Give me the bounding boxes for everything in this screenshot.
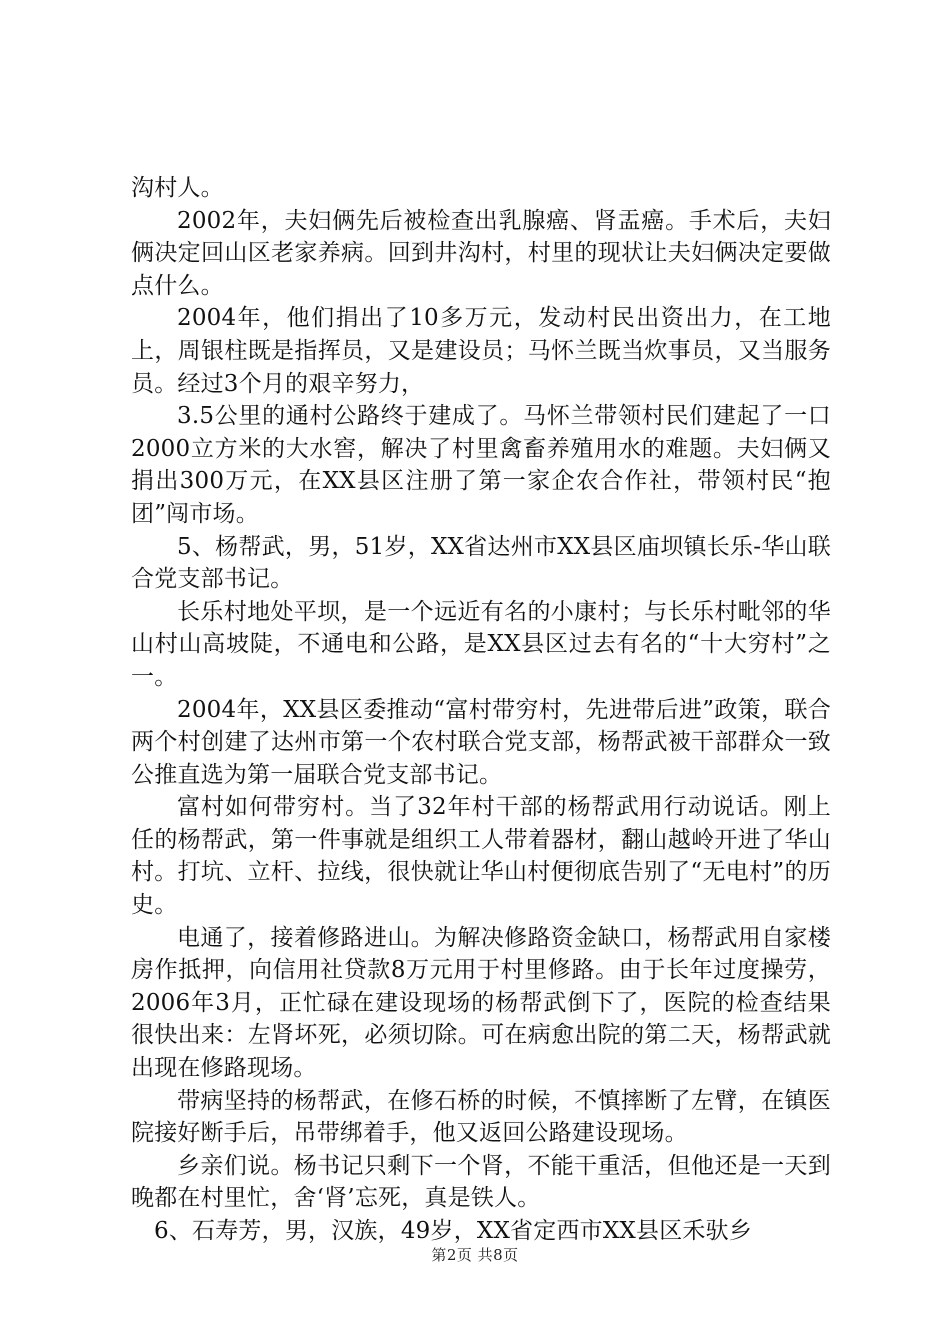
paragraph: 长乐村地处平坝，是一个远近有名的小康村；与长乐村毗邻的华山村山高坡陡，不通电和公路，是XX县区过去有名的“十大穷村”之一。 [131, 598, 831, 690]
paragraph: 2004年，XX县区委推动“富村带穷村，先进带后进”政策，联合两个村创建了达州市第一个农村联合党支部，杨帮武被干部群众一致公推直选为第一届联合党支部书记。 [131, 696, 831, 788]
paragraph: 2004年，他们捐出了10多万元，发动村民出资出力，在工地上，周银柱既是指挥员，又是建设员；马怀兰既当炊事员，又当服务员。经过3个月的艰辛努力， [131, 305, 831, 397]
paragraph: 乡亲们说。杨书记只剩下一个肾，不能干重活，但他还是一天到晚都在村里忙，舍‘肾’忘死，真是铁人。 [131, 1152, 831, 1212]
page-footer: 第2页 共8页 [431, 1246, 519, 1264]
paragraph: 3.5公里的通村公路终于建成了。马怀兰带领村民们建起了一口2000立方米的大水窖，解决了村里禽畜养殖用水的难题。夫妇俩又捐出300万元，在XX县区注册了第一家企农合作社，带领村民“抱团”闯市场。 [131, 403, 831, 527]
paragraph: 电通了，接着修路进山。为解决修路资金缺口，杨帮武用自家楼房作抵押，向信用社贷款8万元用于村里修路。由于长年过度操劳，2006年3月，正忙碌在建设现场的杨帮武倒下了，医院的检查结果很快出来：左肾坏死，必须切除。可在病愈出院的第二天，杨帮武就出现在修路现场。 [131, 924, 831, 1082]
paragraph: 带病坚持的杨帮武，在修石桥的时候，不慎摔断了左臂，在镇医院接好断手后，吊带绑着手，他又返回公路建设现场。 [131, 1087, 831, 1147]
paragraph: 5、杨帮武，男，51岁，XX省达州市XX县区庙坝镇长乐-华山联合党支部书记。 [131, 533, 831, 593]
paragraph: 2002年，夫妇俩先后被检查出乳腺癌、肾盂癌。手术后，夫妇俩决定回山区老家养病。回到井沟村，村里的现状让夫妇俩决定要做点什么。 [131, 207, 831, 299]
paragraph: 沟村人。 [131, 175, 224, 201]
paragraph: 富村如何带穷村。当了32年村干部的杨帮武用行动说话。刚上任的杨帮武，第一件事就是组织工人带着器材，翻山越岭开进了华山村。打坑、立杆、拉线，很快就让华山村便彻底告别了“无电村”的历史。 [131, 794, 831, 919]
document-body [131, 172, 831, 1248]
paragraph: 6、石寿芳，男，汉族，49岁，XX省定西市XX县区禾驮乡 [154, 1218, 752, 1244]
